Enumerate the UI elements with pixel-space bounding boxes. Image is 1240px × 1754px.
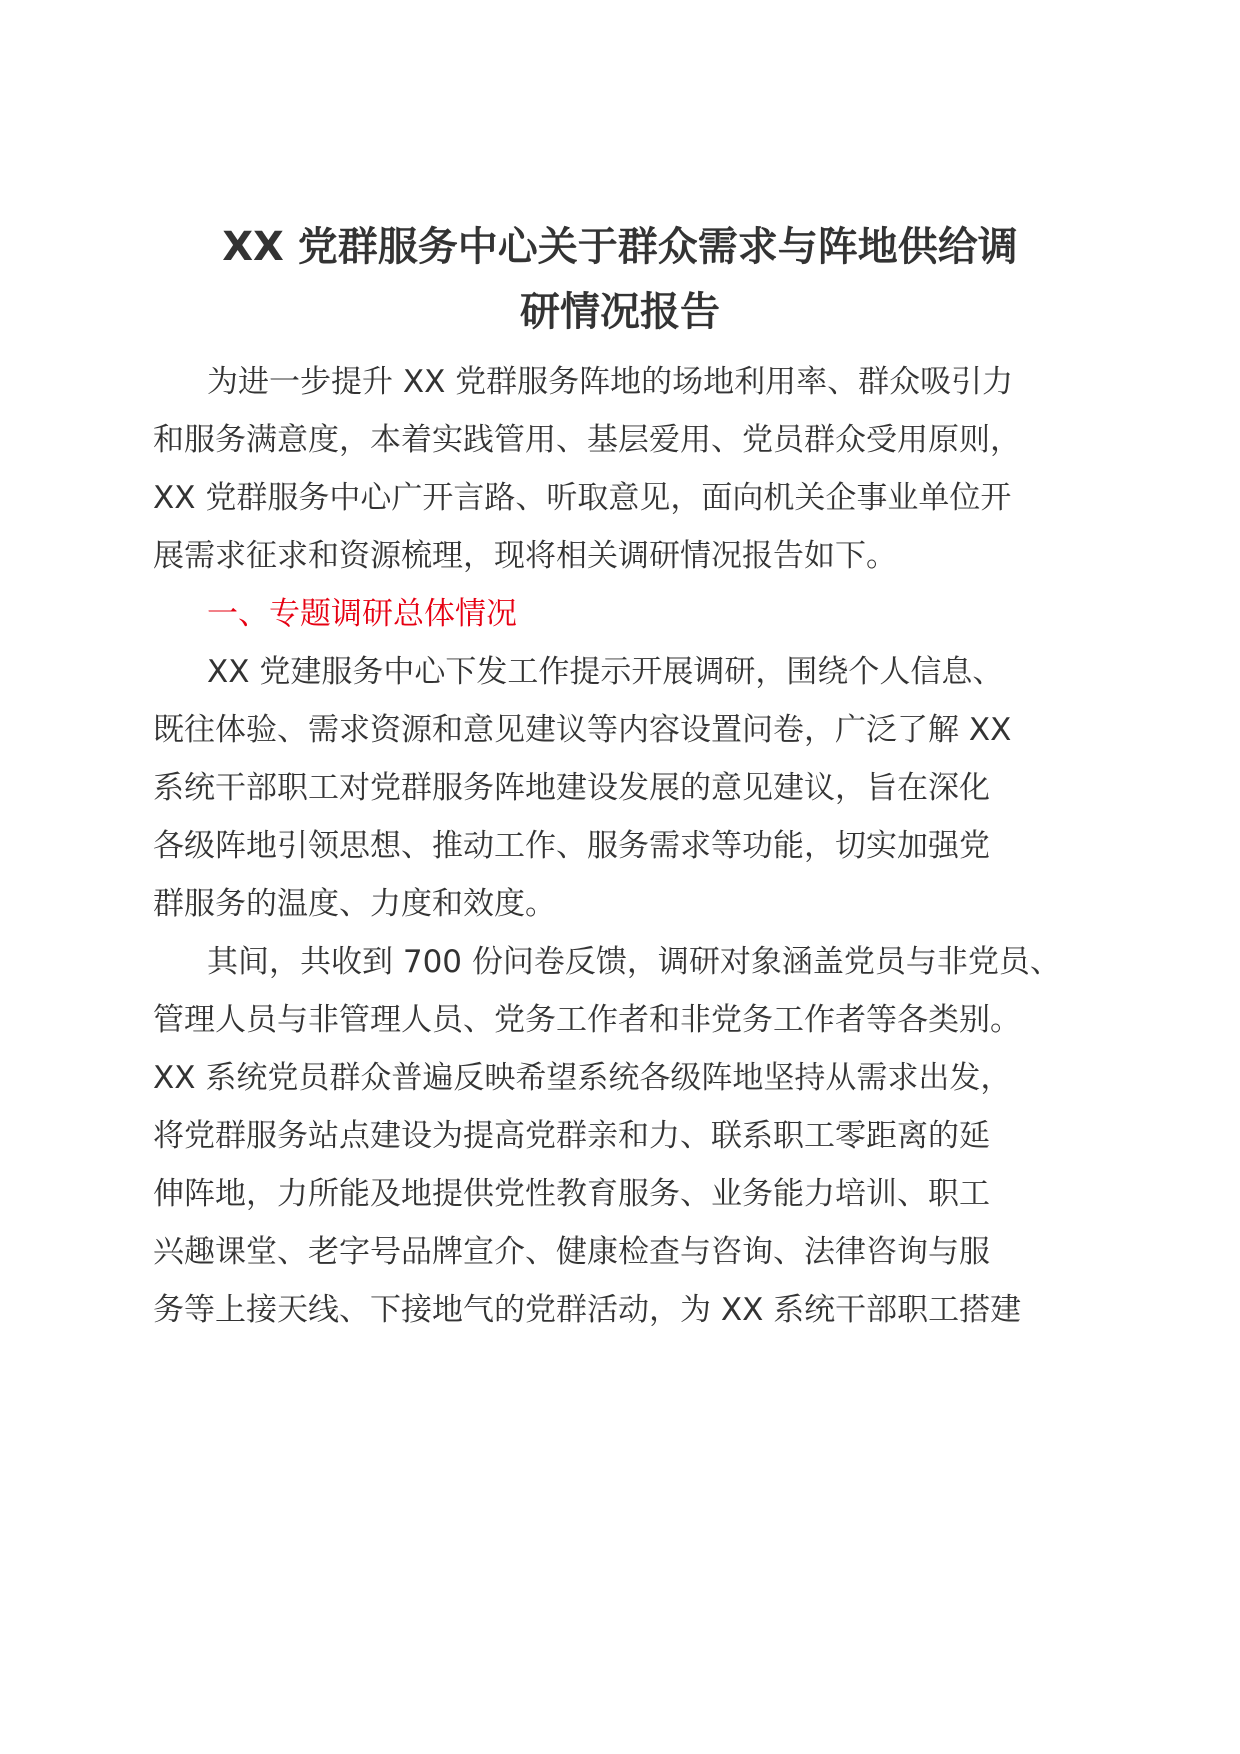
body-line: 展需求征求和资源梳理，现将相关调研情况报告如下。 (153, 538, 897, 574)
body-line: XX 党建服务中心下发工作提示开展调研，围绕个人信息、 (207, 654, 1004, 690)
title-line-1: XX 党群服务中心关于群众需求与阵地供给调 (222, 224, 1018, 270)
body-line: XX 系统党员群众普遍反映希望系统各级阵地坚持从需求出发， (153, 1060, 1012, 1096)
body-line: 群服务的温度、力度和效度。 (153, 886, 556, 922)
body-line: 务等上接天线、下接地气的党群活动，为 XX 系统干部职工搭建 (153, 1292, 1022, 1328)
body-line: 为进一步提升 XX 党群服务阵地的场地利用率、群众吸引力 (207, 364, 1014, 400)
body-line: 兴趣课堂、老字号品牌宣介、健康检查与咨询、法律咨询与服 (153, 1234, 990, 1270)
title-line-2: 研情况报告 (520, 289, 720, 335)
body-line: 其间，共收到 700 份问卷反馈，调研对象涵盖党员与非党员、 (207, 944, 1061, 980)
body-line: 各级阵地引领思想、推动工作、服务需求等功能，切实加强党 (153, 828, 990, 864)
body-line: 既往体验、需求资源和意见建议等内容设置问卷，广泛了解 XX (153, 712, 1012, 748)
body-line: 将党群服务站点建设为提高党群亲和力、联系职工零距离的延 (153, 1118, 990, 1154)
section-heading: 一、专题调研总体情况 (207, 596, 517, 632)
body-line: 系统干部职工对党群服务阵地建设发展的意见建议，旨在深化 (153, 770, 990, 806)
body-line: 和服务满意度，本着实践管用、基层爱用、党员群众受用原则， (153, 422, 1021, 458)
body-line: 伸阵地，力所能及地提供党性教育服务、业务能力培训、职工 (153, 1176, 990, 1212)
body-line: XX 党群服务中心广开言路、听取意见，面向机关企事业单位开 (153, 480, 1012, 516)
body-line: 管理人员与非管理人员、党务工作者和非党务工作者等各类别。 (153, 1002, 1021, 1038)
